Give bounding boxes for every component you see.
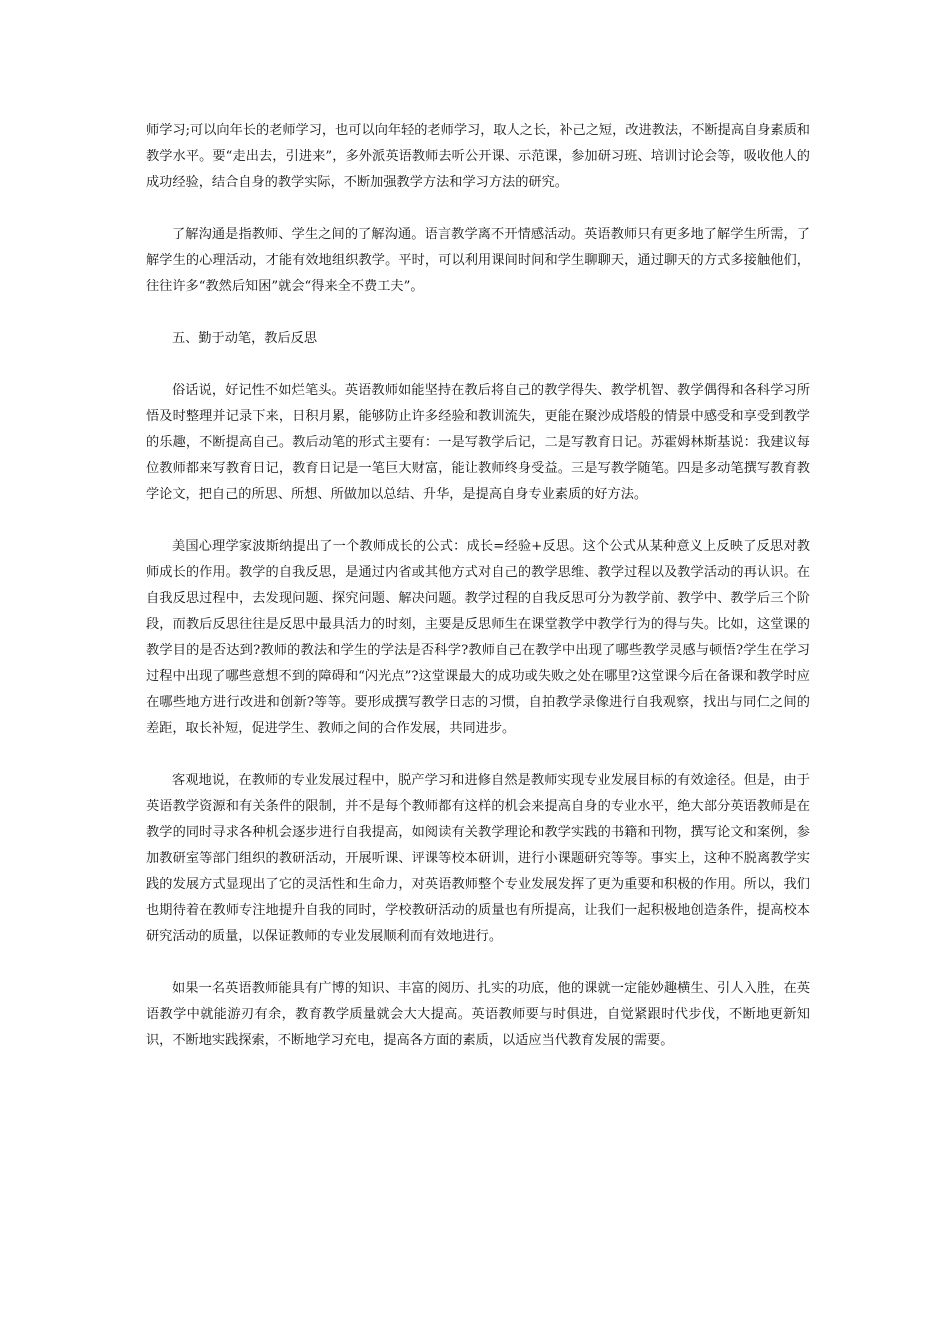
paragraph-professional-development: 客观地说，在教师的专业发展过程中，脱产学习和进修自然是教师实现专业发展目标的有效途径。但是，由于英语教学资源和有关条件的限制，并不是每个教师都有这样的机会来提高自身的专业水平，绝大部分英语教师是在教学的同时寻求各种机会逐步进行自我提高，如阅读有关教学理论和教学实践的书籍和刊物，撰写论文和案例，参加教研室等部门组织的教研活动，开展听课、评课等校本研训，进行小课题研究等等。事实上，这种不脱离教学实践的发展方式显现出了它的灵活性和生命力，对英语教师整个专业发展发挥了更为重要和积极的作用。所以，我们也期待着在教师专注地提升自我的同时，学校教研活动的质量也有所提高，让我们一起积极地创造条件，提高校本研究活动的质量，以保证教师的专业发展顺利而有效地进行。	[146, 773, 810, 944]
paragraph-writing: 俗话说，好记性不如烂笔头。英语教师如能坚持在教后将自己的教学得失、教学机智、教学偶得和各科学习所悟及时整理并记录下来，日积月累，能够防止许多经验和教训流失，更能在聚沙成塔般的情景中感受和享受到教学的乐趣，不断提高自己。教后动笔的形式主要有：一是写教学后记，二是写教育日记。苏霍姆林斯基说：我建议每位教师都来写教育日记，教育日记是一笔巨大财富，能让教师终身受益。三是写教学随笔。四是多动笔撰写教育教学论文，把自己的所思、所想、所做加以总结、升华，是提高自身专业素质的好方法。	[146, 383, 810, 502]
section-heading: 五、勤于动笔，教后反思	[172, 331, 318, 346]
document-body	[146, 118, 810, 1080]
paragraph-continued: 师学习;可以向年长的老师学习，也可以向年轻的老师学习，取人之长，补己之短，改进教法，不断提高自身素质和教学水平。要“走出去，引进来”，多外派英语教师去听公开课、示范课，参加研习班、培训讨论会等，吸收他人的成功经验，结合自身的教学实际，不断加强教学方法和学习方法的研究。	[146, 123, 810, 190]
paragraph-reflection: 美国心理学家波斯纳提出了一个教师成长的公式：成长=经验+反思。这个公式从某种意义上反映了反思对教师成长的作用。教学的自我反思，是通过内省或其他方式对自己的教学思维、教学过程以及教学活动的再认识。在自我反思过程中，去发现问题、探究问题、解决问题。教学过程的自我反思可分为教学前、教学中、教学后三个阶段，而教后反思往往是反思中最具活力的时刻，主要是反思师生在课堂教学中教学行为的得与失。比如，这堂课的教学目的是否达到?教师的教法和学生的学法是否科学?教师自己在教学中出现了哪些教学灵感与顿悟?学生在学习过程中出现了哪些意想不到的障碍和“闪光点”?这堂课最大的成功或失败之处在哪里?这堂课今后在备课和教学时应在哪些地方进行改进和创新?等等。要形成撰写教学日志的习惯，自拍教学录像进行自我观察，找出与同仁之间的差距，取长补短，促进学生、教师之间的合作发展，共同进步。	[146, 539, 810, 736]
paragraph-communication: 了解沟通是指教师、学生之间的了解沟通。语言教学离不开情感活动。英语教师只有更多地了解学生所需，了解学生的心理活动，才能有效地组织教学。平时，可以利用课间时间和学生聊聊天，通过聊天的方式多接触他们，往往许多“教然后知困”就会“得来全不费工夫”。	[146, 227, 810, 294]
paragraph-conclusion: 如果一名英语教师能具有广博的知识、丰富的阅历、扎实的功底，他的课就一定能妙趣横生、引人入胜，在英语教学中就能游刃有余，教育教学质量就会大大提高。英语教师要与时俱进，自觉紧跟时代步伐，不断地更新知识，不断地实践探索，不断地学习充电，提高各方面的素质，以适应当代教育发展的需要。	[146, 981, 810, 1048]
